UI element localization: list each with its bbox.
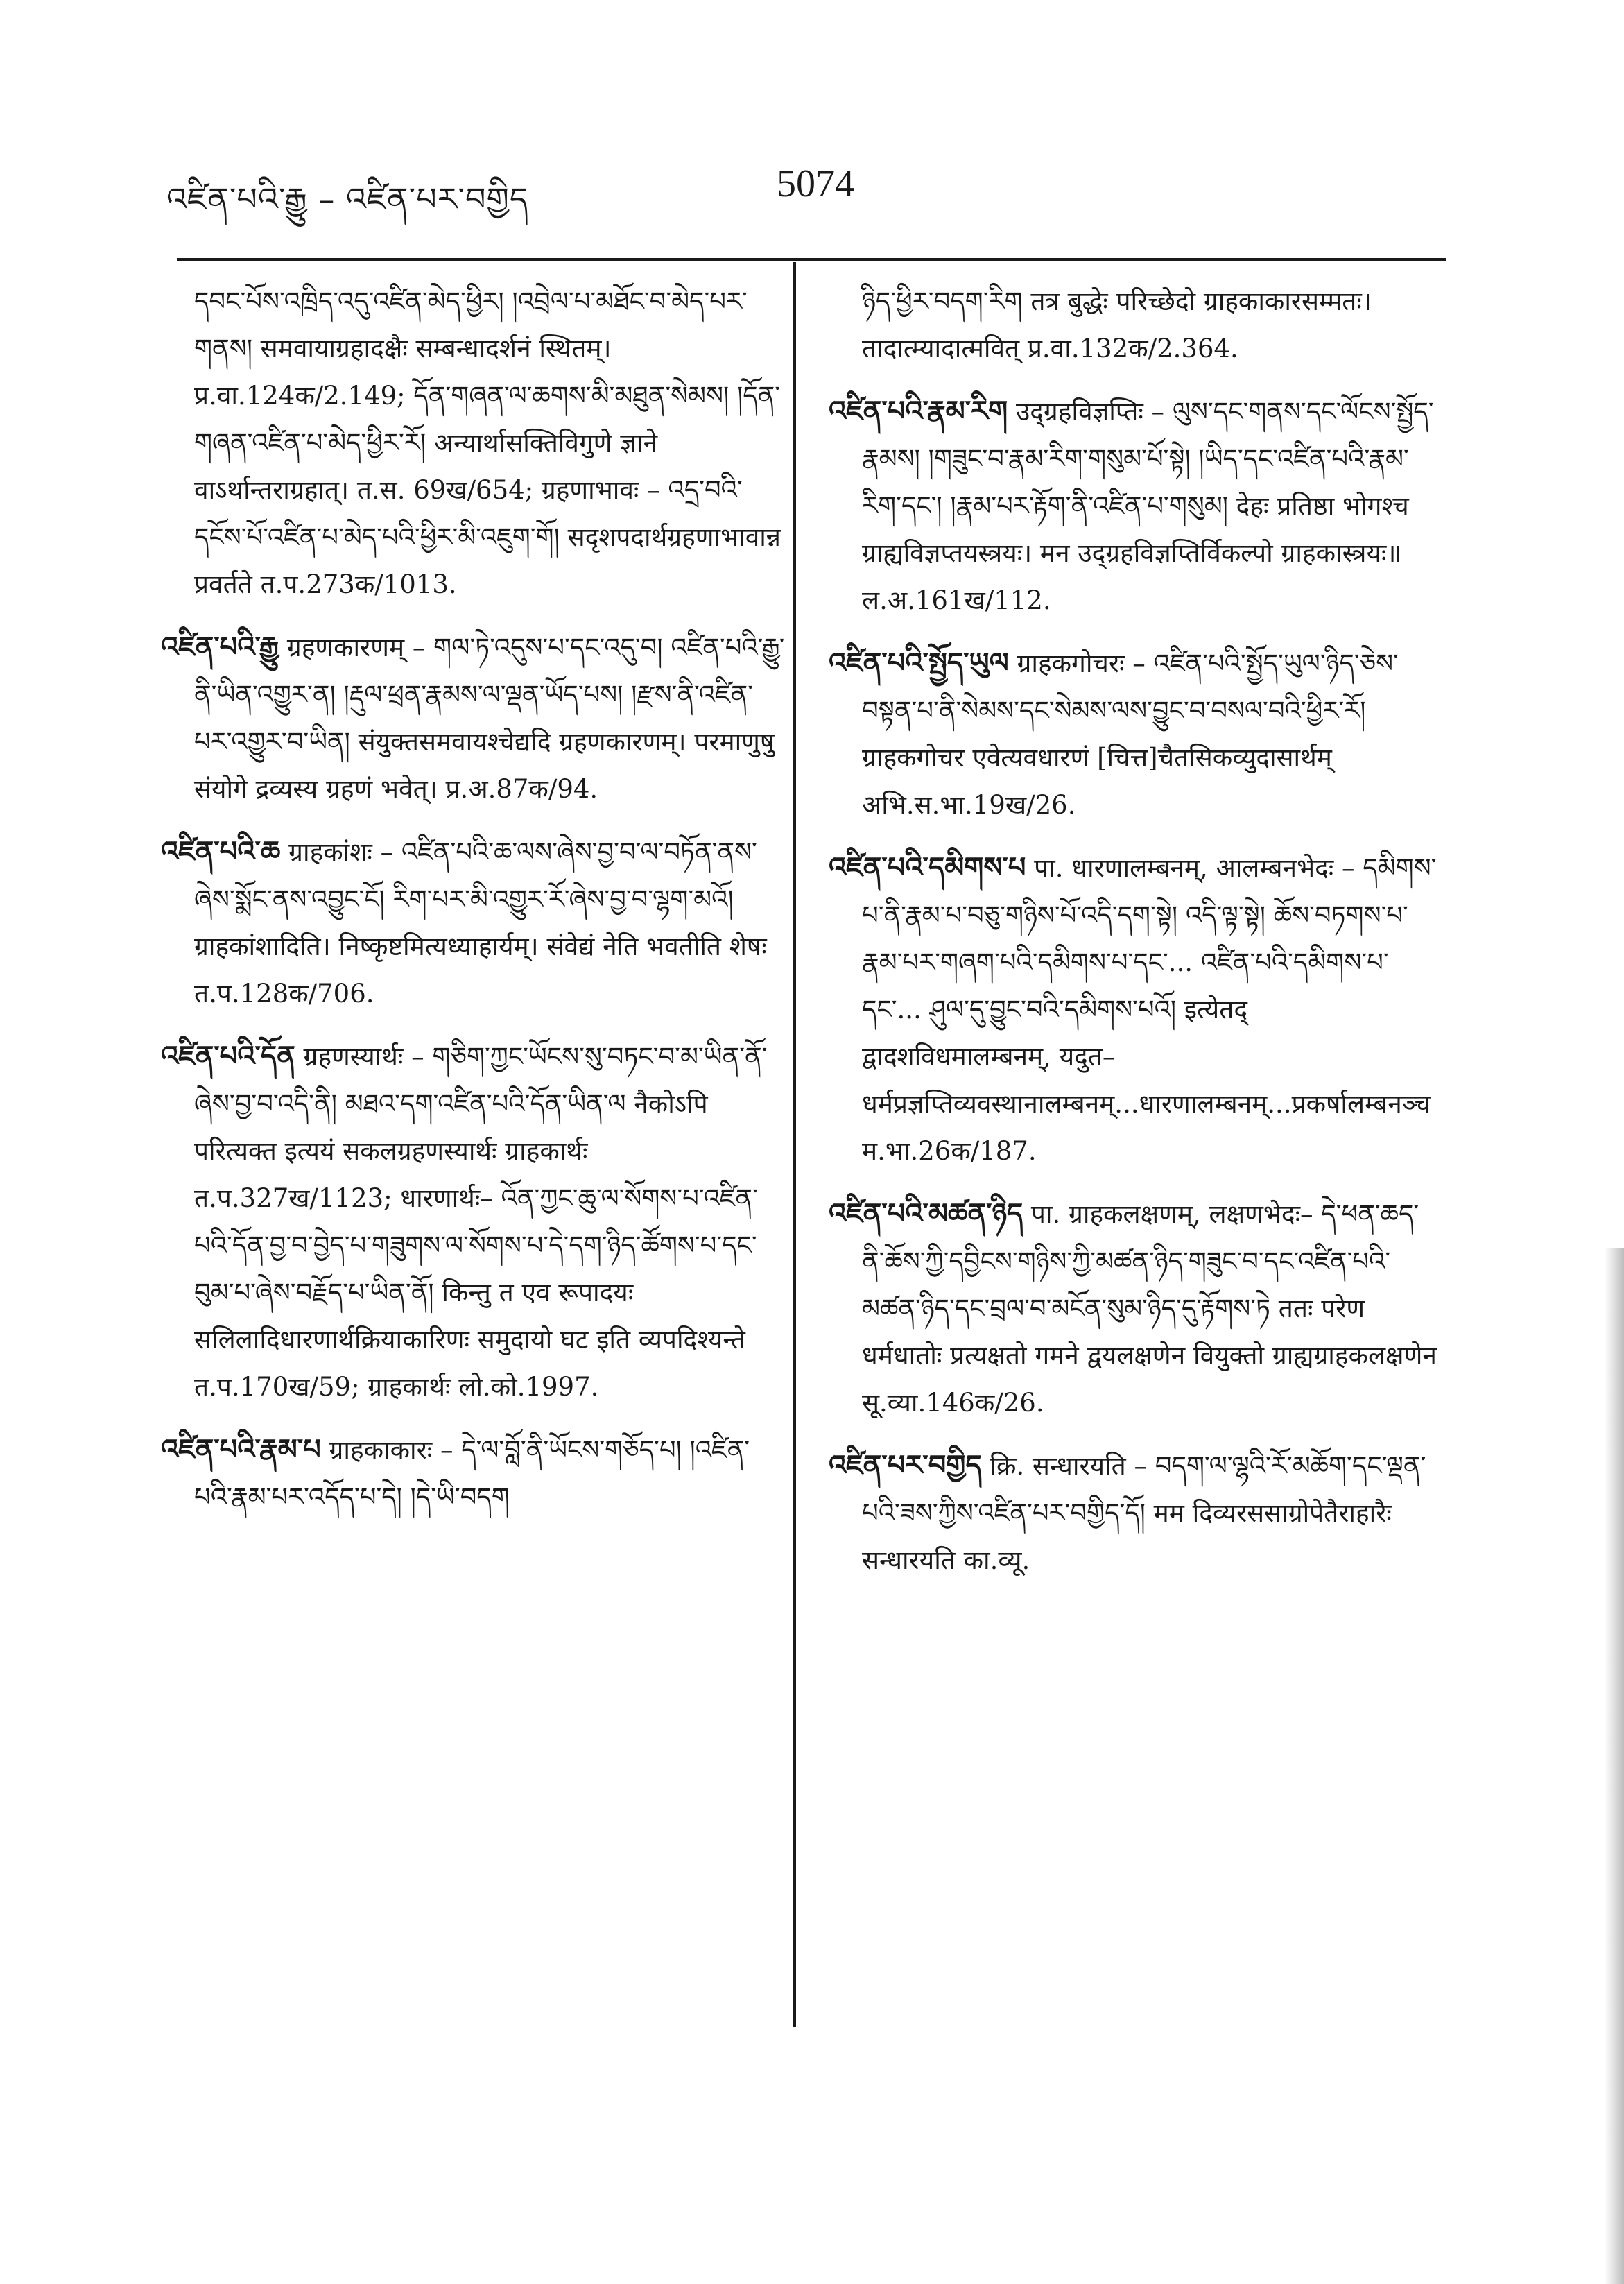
right-column bbox=[829, 277, 1439, 1599]
entry-text: ग्रहणकारणम् – གལ་ཏེ་འདུས་པ་དང་འདུ་བ། འཛིན་པའི་རྒྱུ་ནི་ཡིན་འགྱུར་ན། །རྡུལ་ཕྲན་རྣམས་ལ་ལྡན་ཡོད་པས། །རྫས་ནི་འཛིན་པར་འགྱུར་བ་ཡིན། संयुक्तसमवायश्चेद्यदि ग्रहणकारणम्। परमाणुषु संयोगे द्रव्यस्य ग्रहणं भवेत्। प्र.अ.87क/94. bbox=[194, 633, 785, 804]
dictionary-entry bbox=[829, 388, 1439, 624]
dictionary-entry bbox=[161, 1033, 785, 1411]
entry-headword: འཛིན་པའི་དོན bbox=[161, 1040, 295, 1072]
page-header bbox=[0, 149, 1624, 232]
column-divider bbox=[793, 262, 796, 2027]
entry-text: ग्रहणस्यार्थः – གཅིག་ཀྱང་ཡོངས་སུ་བཏང་བ་མ་ཡིན་ནོ་ཞེས་བྱ་བ་འདི་ནི། མཐའ་དག་འཛིན་པའི་དོན་ཡིན་ལ नैकोऽपि परित्यक्त इत्ययं सकलग्रहणस्यार्थः ग्राहकार्थः त.प.327ख/1123; धारणार्थः– འོན་ཀྱང་ཆུ་ལ་སོགས་པ་འཛིན་པའི་དོན་བྱ་བ་བྱེད་པ་གཟུགས་ལ་སོགས་པ་དེ་དག་ཉིད་ཚོགས་པ་དང་བུམ་པ་ཞེས་བརྗོད་པ་ཡིན་ནོ། किन्तु त एव रूपादयः सलिलादिधारणार्थक्रियाकारिणः समुदायो घट इति व्यपदिश्यन्ते त.प.170ख/59; ग्राहकार्थः लो.को.1997. bbox=[194, 1042, 768, 1402]
entry-headword: འཛིན་པའི་དམིགས་པ bbox=[829, 851, 1026, 884]
entry-text: क्रि. सन्धारयति – བདག་ལ་ལྷའི་རོ་མཆོག་དང་ལྡན་པའི་ཟས་ཀྱིས་འཛིན་པར་བགྱིད་དོ། मम दिव्यरससाग्रोपेतैराहारैः सन्धारयति का.व्यू. bbox=[862, 1451, 1426, 1575]
dictionary-entry bbox=[161, 624, 785, 813]
entry-headword: འཛིན་པའི་རྣམ་རིག bbox=[829, 395, 1008, 427]
entry-headword: འཛིན་པའི་རྒྱུ bbox=[161, 630, 279, 663]
entry-text: ग्राहकाकारः – དེ་ལ་བློ་ནི་ཡོངས་གཅོད་པ། །འཛིན་པའི་རྣམ་པར་འདོད་པ་དེ། །དེ་ཡི་བདག bbox=[194, 1435, 750, 1512]
dictionary-entry bbox=[829, 844, 1439, 1175]
entry-text: उद्ग्रहविज्ञप्तिः – ལུས་དང་གནས་དང་ལོངས་སྤྱོད་རྣམས། །གཟུང་བ་རྣམ་རིག་གསུམ་པོ་སྟེ། །ཡིད་དང་འཛིན་པའི་རྣམ་རིག་དང་། །རྣམ་པར་རྟོག་ནི་འཛིན་པ་གསུམ། देहः प्रतिष्ठा भोगश्च ग्राह्यविज्ञप्तयस्त्रयः। मन उद्ग्रहविज्ञप्तिर्विकल्पो ग्राहकास्त्रयः॥ ल.अ.161ख/112. bbox=[862, 397, 1434, 615]
page-number: 5074 bbox=[777, 162, 854, 205]
entry-text: पा. ग्राहकलक्षणम्, लक्षणभेदः– དེ་ཕན་ཆད་ནི་ཆོས་ཀྱི་དབྱིངས་གཉིས་ཀྱི་མཚན་ཉིད་གཟུང་བ་དང་འཛིན་པའི་མཚན་ཉིད་དང་བྲལ་བ་མངོན་སུམ་ཉིད་དུ་རྟོགས་ཏེ ततः परेण धर्मधातोः प्रत्यक्षतो गमने द्वयलक्षणेन वियुक्तो ग्राह्यग्राहकलक्षणेन सू.व्या.146क/26. bbox=[862, 1199, 1437, 1418]
entry-text: ग्राहकगोचरः – འཛིན་པའི་སྤྱོད་ཡུལ་ཉིད་ཅེས་བསྟན་པ་ནི་སེམས་དང་སེམས་ལས་བྱུང་བ་བསལ་བའི་ཕྱིར་རོ། ग्राहकगोचर एवेत्यवधारणं [चित्त]चैतसिकव्युदासार्थम् अभि.स.भा.19ख/26. bbox=[862, 649, 1399, 820]
header-rule bbox=[177, 258, 1446, 261]
entry-text: ཉིད་ཕྱིར་བདག་རིག तत्र बुद्धेः परिच्छेदो ग्राहकाकारसम्मतः। तादात्म्यादात्मवित् प्र.वा.132क/2.364. bbox=[862, 286, 1372, 363]
entry-headword: འཛིན་པའི་མཚན་ཉིད bbox=[829, 1197, 1023, 1230]
dictionary-entry bbox=[161, 1426, 785, 1521]
entry-text: ग्राहकांशः – འཛིན་པའི་ཆ་ལས་ཞེས་བྱ་བ་ལ་བཏོན་ནས་ཞེས་སྨོང་ནས་འབྱུང་ངོ། རིག་པར་མི་འགྱུར་རོ་ཞེས་བྱ་བ་ལྷག་མའོ། ग्राहकांशादिति। निष्कृष्टमित्यध्याहार्यम्। संवेद्यं नेति भवतीति शेषः त.प.128क/706. bbox=[194, 837, 767, 1008]
left-column bbox=[161, 277, 785, 1536]
entry-text: पा. धारणालम्बनम्, आलम्बनभेदः – དམིགས་པ་ནི་རྣམ་པ་བཅུ་གཉིས་པོ་འདི་དག་སྟེ། འདི་ལྟ་སྟེ། ཆོས་བཏགས་པ་རྣམ་པར་གཞག་པའི་དམིགས་པ་དང་... འཛིན་པའི་དམིགས་པ་དང་... ཤུལ་དུ་བྱུང་བའི་དམིགས་པའོ། इत्येतद् द्वादशविधमालम्बनम्, यदुत–धर्मप्रज्ञप्तिव्यवस्थानालम्बनम्...धारणालम्बनम्...प्रकर्षालम्बनञ्च म.भा.26क/187. bbox=[862, 853, 1437, 1166]
entry-headword: འཛིན་པའི་ཆ bbox=[161, 835, 281, 868]
entry-headword: འཛིན་པའི་རྣམ་པ bbox=[161, 1433, 321, 1466]
entry-text: དབང་པོས་འཁྲིད་འདུ་འཛིན་མེད་ཕྱིར། །འབྲེལ་པ་མཐོང་བ་མེད་པར་གནས། समवायाग्रहादक्षैः सम्बन्धादर्शनं स्थितम्। प्र.वा.124क/2.149; དོན་གཞན་ལ་ཆགས་མི་མཐུན་སེམས། །དོན་གཞན་འཛིན་པ་མེད་ཕྱིར་རོ། अन्यार्थासक्तिविगुणे ज्ञाने वाऽर्थान्तराग्रहात्। त.स. 69ख/654; ग्रहणाभावः – འདྲ་བའི་དངོས་པོ་འཛིན་པ་མེད་པའི་ཕྱིར་མི་འཇུག་གོ། सदृशपदार्थग्रहणाभावान्न प्रवर्तते त.प.273क/1013. bbox=[194, 286, 781, 599]
dictionary-entry bbox=[829, 639, 1439, 829]
entry-headword: འཛིན་པའི་སྤྱོད་ཡུལ bbox=[829, 646, 1009, 679]
running-head: འཛིན་པའི་རྒྱུ – འཛིན་པར་བགྱིད bbox=[166, 180, 529, 218]
dictionary-entry bbox=[161, 277, 785, 608]
dictionary-entry bbox=[161, 828, 785, 1018]
scan-edge-shadow bbox=[1605, 1248, 1624, 2284]
entry-headword: འཛིན་པར་བགྱིད bbox=[829, 1449, 982, 1482]
dictionary-entry bbox=[829, 277, 1439, 372]
dictionary-entry bbox=[829, 1442, 1439, 1584]
dictionary-entry bbox=[829, 1190, 1439, 1427]
